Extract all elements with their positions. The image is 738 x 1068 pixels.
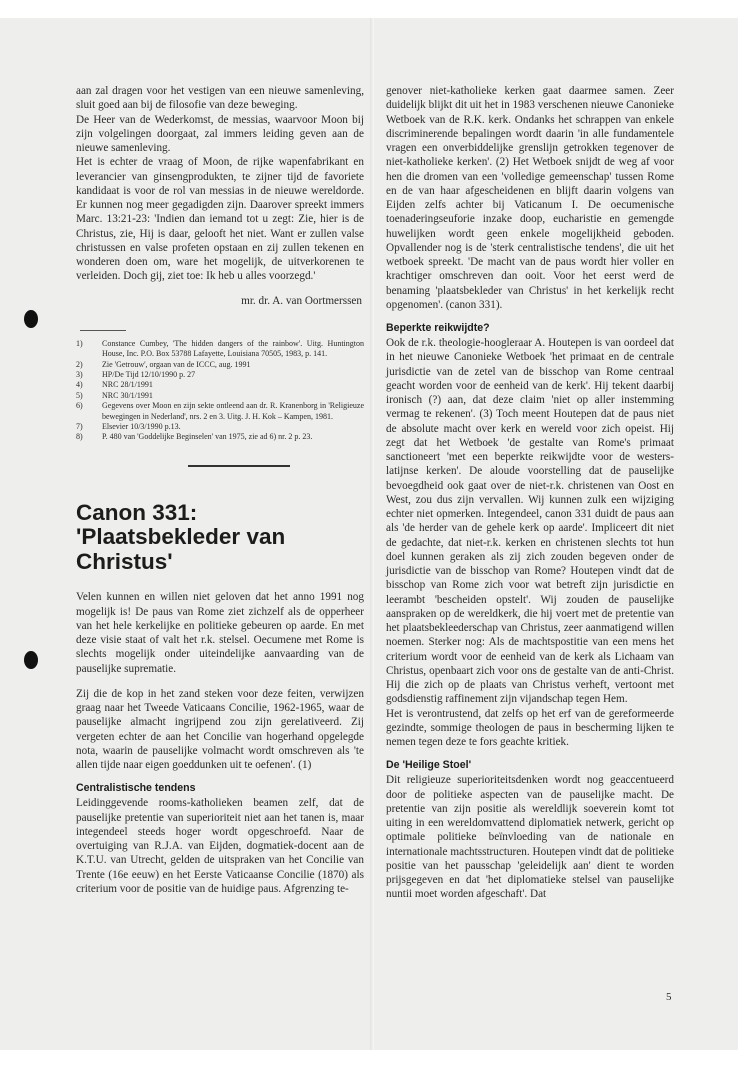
section-heading: De 'Heilige Stoel' — [386, 759, 472, 772]
section-divider — [188, 465, 290, 467]
footnote-item: 1) Constance Cumbey, 'The hidden dangers of the rainbow'. Uitg. Huntington House, Inc. P.O. Box 53788 Lafayette, Louisiana 70505, 1983, p. 141. — [76, 338, 364, 359]
footnote-item: 3) HP/De Tijd 12/10/1990 p. 27 — [76, 369, 196, 379]
article-title: Canon 331: 'Plaatsbekleder van Christus' — [76, 499, 286, 574]
paragraph: Zij die de kop in het zand steken voor deze feiten, verwijzen graag naar het Tweede Vaticaans Concilie, 1962-1965, waar de pauselijke almacht ingrijpend zou zijn gerelativeerd. Zij vergeten echter de aan het Concilie van hogerhand opgelegde nota, waarin de pauselijke volmacht wordt omschreven als 'te allen tijde naar eigen goeddunken uit te oefenen'. (1) — [76, 687, 364, 772]
binder-hole-top — [24, 310, 38, 328]
intro-paragraph: Velen kunnen en willen niet geloven dat het anno 1991 nog mogelijk is! De paus van Rome ziet zichzelf als de opperheer van het hele kerkelijke en politieke gebeuren op aarde. En met deze visie staat of valt het r.k. stelsel. Oecumene met Rome is slechts mogelijk onder uiteindelijke aanvaarding van de pauselijke suprematie. — [76, 591, 364, 675]
section-heading: Beperkte reikwijdte? — [386, 322, 490, 334]
right-column — [386, 84, 674, 902]
binder-hole-bottom — [24, 651, 38, 669]
footnote-item: 7) Elsevier 10/3/1990 p.13. — [76, 422, 181, 431]
footnote-item: 5) NRC 30/1/1991 — [76, 390, 153, 400]
paragraph: Leidinggevende rooms-katholieken beamen zelf, dat de pauselijke pretentie van superioriteit niet aan het tanen is, maar integendeel steeds hoger wordt opgeschroefd. Naar de overtuiging van R.J.A. van Eijden, dogmatiek-docent aan de K.T.U. van Utrecht, gelden de uitspraken van het Concilie van Trente (16e eeuw) en het Eerste Vaticaanse Concilie (1870) als criterium voor de positie van de huidige paus. Afgrenzing te- — [76, 797, 364, 895]
footnotes — [76, 339, 364, 443]
section-heading: Centralistische tendens — [76, 782, 196, 795]
paragraph: aan zal dragen voor het vestigen van een nieuwe samenleving, sluit goed aan bij de filosofie van deze beweging. — [76, 85, 364, 112]
footnote-item: 6) Gegevens over Moon en zijn sekte ontleend aan dr. R. Kranenborg in 'Religieuze bewegingen in Nederland', nrs. 2 en 3. Uitg. J. H. Kok – Kampen, 1981. — [76, 401, 364, 421]
page-fold — [370, 18, 374, 1050]
footnote-divider — [80, 330, 126, 331]
paragraph: De Heer van de Wederkomst, de messias, waarvoor Moon bij zijn volgelingen doorgaat, zal immers leiding geven aan de nieuwe samenleving. — [76, 113, 364, 154]
paragraph: Ook de r.k. theologie-hoogleraar A. Houtepen is van oordeel dat in het nieuwe Canonieke Wetboek 'het primaat en de centrale jurisdictie van de zetel van de bisschop van Rome centraal geacht worden voor de eenheid van de kerk'. Hij tekent daarbij ironisch (?) aan, dat deze claim 'niet op aller instemming vermag te rekenen'. (3) Toch meent Houtepen dat de paus niet de absolute macht over kerk en wereld voor zich opeist. Hij zegt dat het Wetboek 'de gestalte van Rome's primaat sanctioneert 'met een beperkte reikwijdte voor de westers-latijnse kerken'. De aloude voorstelling dat de pauselijke bevoegdheid ook gaat over de niet-r.k. christenen van Oost en West, zou dus zijn vervallen. Wij kunnen zulk een wijziging echter niet opmerken. Integendeel, canon 331 duidt de paus aan als 'de herder van de gehele kerk op aarde'. Impliceert dit niet de gedachte, dat niet-r.k. kerken en christenen slechts tot hun doel kunnen geraken als zij zich zouden begeven onder de jurisdictie van de bisschop van Rome? Houtepen vindt dat de bisschop van Rome zich voor wat betreft zijn jurisdictie en leerambt 'bescheiden opstelt'. Wij zouden de pauselijke aanspraken op de wereldkerk, die hij voert met de pretentie van het plaatsbekleederschap van Christus, zeer aanmatigend willen noemen. Sterker nog: Als de machtspostitie van een mens het criterium wordt voor de eenheid van de kerk als Lichaam van Christus, openbaart zich voor ons de gestalte van de anti-Christ. Hij die zich op de plaats van Christus verheft, vertoont met godsdienstig raffinement zijn vijandschap tegen Hem. — [386, 337, 674, 706]
footnote-item: 4) NRC 28/1/1991 — [76, 380, 153, 390]
footnote-item: 2) Zie 'Getrouw', orgaan van de ICCC, aug. 1991 — [76, 359, 251, 369]
paragraph: Het is verontrustend, dat zelfs op het erf van de gereformeerde gezindte, sommige theologen de paus in bescherming lijken te nemen tegen deze te fors geachte kritiek. — [386, 707, 674, 748]
paragraph: Het is echter de vraag of Moon, de rijke wapenfabrikant en leverancier van ginsengprodukten, te zijner tijd de favoriete kandidaat is voor de rol van messias in de nieuwe wereldorde. Er kunnen nog meer gegadigden zijn. Daarover spreekt immers Marc. 13:21-23: 'Indien dan iemand tot u zegt: Zie, hier is de Christus, zie, Hij is daar, gelooft het niet. Want er zullen valse christussen en valse profeten opstaan en zij zullen tekenen en wonderen doen om, ware het mogelijk, de uitverkorenen te verleiden. Doch gij, ziet toe: Ik heb u alles voorzegd.' — [76, 156, 364, 283]
footnote-item: 8) P. 480 van 'Goddelijke Beginselen' van 1975, zie ad 6) nr. 2 p. 23. — [76, 432, 313, 442]
page-number: 5 — [666, 991, 672, 1003]
left-column — [76, 84, 364, 896]
paragraph: Dit religieuze superioriteitsdenken wordt nog geaccentueerd door de politieke aspecten van de pauselijke macht. De pretentie van zijn positie als wereldlijk soeverein komt tot uiting in een wereldomvattend diplomatiek netwerk, gericht op optimale politieke beïnvloeding van de nationale en internationale machtsstructuren. Houtepen vindt dat de politieke positie van het pausschap 'geleidelijk aan' dient te worden prijsgegeven en dat 'het diplomatieke stelsel van pauselijke nuntii moet worden afgeschaft'. Dat — [386, 774, 674, 901]
paragraph: genover niet-katholieke kerken gaat daarmee samen. Zeer duidelijk blijkt dit uit het in 1983 verschenen nieuwe Canonieke Wetboek van de R.K. kerk. Ondanks het schrappen van enkele discriminerende bepalingen wordt daarin 'in alle fundamentele vragen een onverbiddelijke grenslijn getrokken tegenover de niet-katholieke kerken'. (2) Het Wetboek snijdt de weg af voor hen die dromen van een 'volledige gemeenschap' tussen Rome en de van haar afgescheidenen en blijft daarin volgens van Eijden zelfs achter bij Vaticanum I. De oecumenische toenaderingseuforie inzake doop, eucharistie en gemengde huwelijken wordt geen enkele mogelijkheid geboden. Opvallender nog is de 'sterk centralistische tendens', die uit het wetboek spreekt. 'De macht van de paus wordt hier voller en krachtiger omschreven dan ooit. Voor het eerst werd de benaming 'plaatsbekleder van Christus' in het kerkelijk recht opgenomen'. (canon 331). — [386, 85, 674, 311]
author-signature: mr. dr. A. van Oortmerssen — [241, 294, 362, 307]
